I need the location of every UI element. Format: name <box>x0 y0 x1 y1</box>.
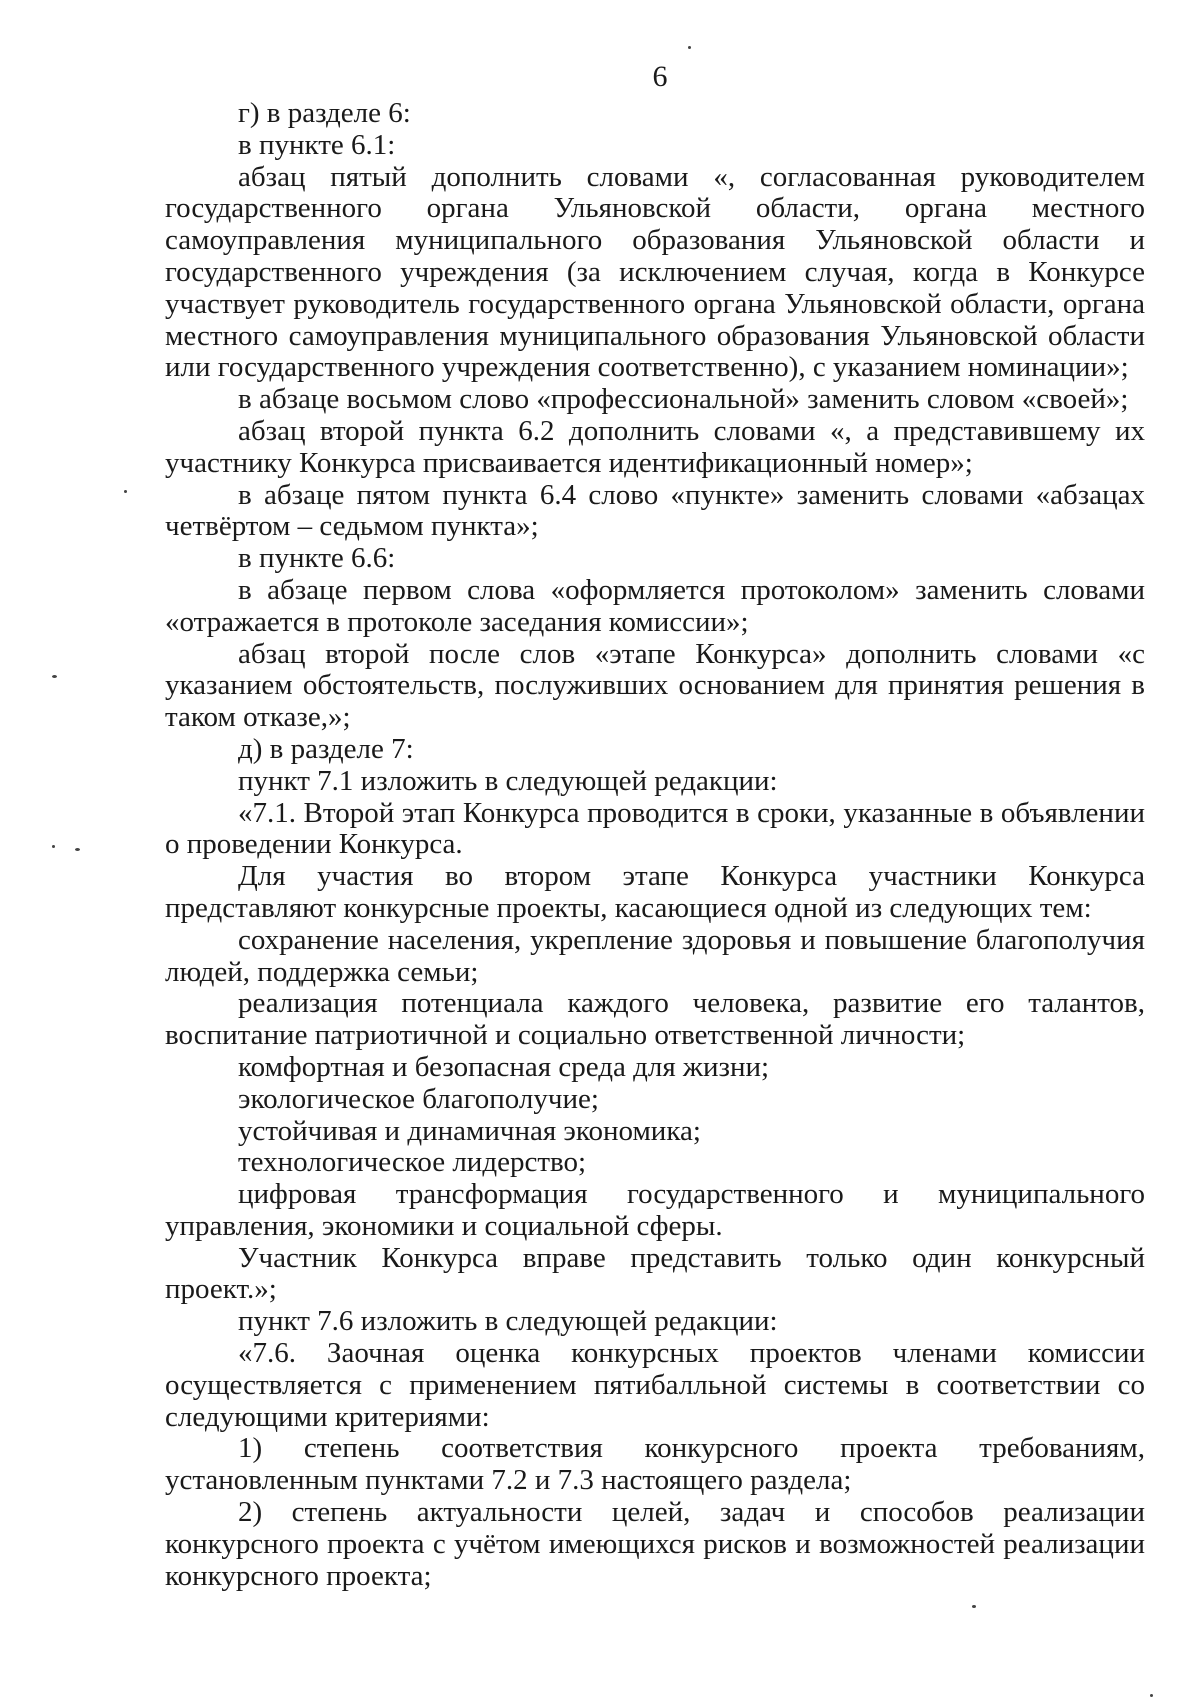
paragraph: в пункте 6.1: <box>238 128 396 161</box>
scan-speck <box>52 675 57 678</box>
paragraph: абзац пятый дополнить словами «, согласованная руководителем государственного органа Ульяновской области, органа местного самоуправления муниципального образования Ульяновской области и государственного учреждения (за исключением случая, когда в Конкурсе участвует руководитель государственного органа Ульяновской области, органа местного самоуправления муниципального образования Ульяновской области или государственного учреждения соответственно), с указанием номинации»; <box>165 160 1145 384</box>
paragraph: «7.1. Второй этап Конкурса проводится в сроки, указанные в объявлении о проведении Конкурса. <box>165 796 1145 861</box>
paragraph: Участник Конкурса вправе представить только один конкурсный проект.»; <box>165 1241 1145 1306</box>
scan-speck <box>75 848 80 851</box>
paragraph: Для участия во втором этапе Конкурса участники Конкурса представляют конкурсные проекты, касающиеся одной из следующих тем: <box>165 860 1145 924</box>
scan-speck <box>52 845 55 848</box>
paragraph: абзац второй после слов «этапе Конкурса» дополнить словами «с указанием обстоятельств, послуживших основанием для принятия решения в таком отказе,»; <box>165 637 1145 734</box>
paragraph: устойчивая и динамичная экономика; <box>238 1114 701 1147</box>
paragraph: в абзаце первом слова «оформляется протоколом» заменить словами «отражается в протоколе заседания комиссии»; <box>165 573 1145 638</box>
paragraph: технологическое лидерство; <box>238 1146 587 1179</box>
paragraph: г) в разделе 6: <box>238 97 411 129</box>
scan-speck <box>688 46 691 49</box>
paragraph: д) в разделе 7: <box>238 732 414 765</box>
paragraph: пункт 7.6 изложить в следующей редакции: <box>238 1305 778 1338</box>
paragraph: в абзаце восьмом слово «профессиональной» заменить словом «своей»; <box>238 383 1129 416</box>
paragraph: сохранение населения, укрепление здоровья и повышение благополучия людей, поддержка семьи; <box>165 923 1145 988</box>
scan-speck <box>972 1605 976 1608</box>
paragraph: комфортная и безопасная среда для жизни; <box>238 1050 770 1083</box>
document-body <box>165 98 1145 1592</box>
paragraph: в абзаце пятом пункта 6.4 слово «пункте» заменить словами «абзацах четвёртом – седьмом пункта»; <box>165 478 1145 543</box>
paragraph: экологическое благополучие; <box>238 1082 599 1115</box>
scan-speck <box>124 490 127 493</box>
page-number: 6 <box>652 60 668 93</box>
paragraph: абзац второй пункта 6.2 дополнить словами «, а представившему их участнику Конкурса присваивается идентификационный номер»; <box>165 414 1145 479</box>
paragraph: 1) степень соответствия конкурсного проекта требованиям, установленным пунктами 7.2 и 7.3 настоящего раздела; <box>165 1432 1145 1497</box>
paragraph: «7.6. Заочная оценка конкурсных проектов членами комиссии осуществляется с применением пятибалльной системы в соответствии со следующими критериями: <box>165 1337 1145 1433</box>
paragraph: цифровая трансформация государственного и муниципального управления, экономики и социальной сферы. <box>165 1178 1145 1242</box>
paragraph: реализация потенциала каждого человека, развитие его талантов, воспитание патриотичной и социально ответственной личности; <box>165 987 1145 1052</box>
paragraph: в пункте 6.6: <box>238 542 396 575</box>
scan-speck <box>1150 1694 1153 1697</box>
paragraph: 2) степень актуальности целей, задач и способов реализации конкурсного проекта с учётом имеющихся рисков и возможностей реализации конкурсного проекта; <box>165 1496 1145 1592</box>
paragraph: пункт 7.1 изложить в следующей редакции: <box>238 764 778 797</box>
